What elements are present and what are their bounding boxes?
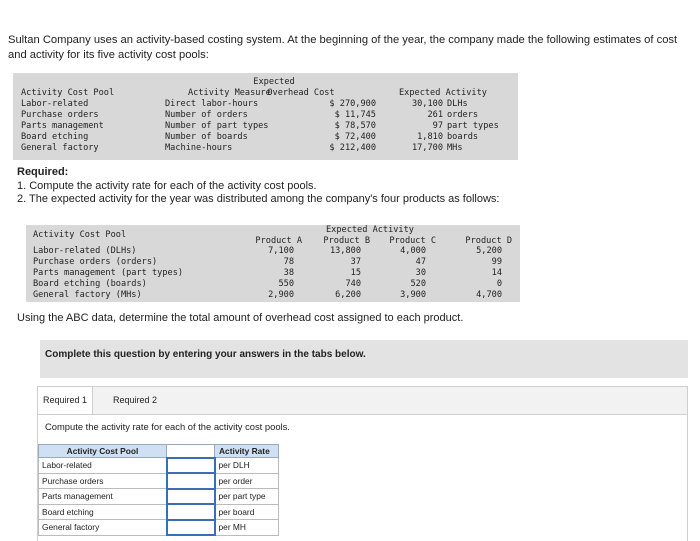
pool-name: Board etching (39, 504, 167, 520)
intro-text: Sultan Company uses an activity-based costing system. At the beginning of the year, the company made the following estimates of cost and activity for its five activity cost pools: (8, 34, 678, 61)
general-factory-rate-cell[interactable] (167, 520, 215, 536)
labor-related-rate-cell[interactable] (167, 458, 215, 474)
header-expected-activity: Expected Activity (399, 88, 487, 98)
product-d-value: 0 (496, 279, 502, 289)
header-product-a: Product A (255, 236, 302, 246)
header-rate-input (167, 445, 215, 458)
overhead-cost: $ 11,745 (334, 110, 376, 120)
tab-required-1[interactable]: Required 1 (38, 387, 93, 414)
pool-name: Board etching (21, 132, 89, 142)
header-product-b: Product B (323, 236, 370, 246)
product-a-value: 78 (283, 257, 294, 267)
pool-name: Purchase orders (39, 473, 167, 489)
product-c-value: 47 (415, 257, 426, 267)
product-c-value: 4,000 (400, 246, 426, 256)
header-product-d: Product D (465, 236, 512, 246)
pool-name: Parts management (21, 121, 104, 131)
parts-management-rate-cell[interactable] (167, 489, 215, 505)
compute-instruction: Compute the activity rate for each of the activity cost pools. (45, 421, 290, 432)
rate-unit: per part type (215, 489, 279, 505)
expected-qty: 261 (427, 110, 443, 120)
product-a-value: 2,900 (268, 290, 294, 300)
parts-management-rate-input[interactable] (171, 490, 211, 504)
overhead-cost: $ 212,400 (329, 143, 376, 153)
general-factory-rate-input[interactable] (171, 521, 211, 535)
header-activity-cost-pool: Activity Cost Pool (39, 445, 167, 458)
header-product-c: Product C (389, 236, 436, 246)
pool-name: General factory (39, 520, 167, 536)
product-b-value: 740 (345, 279, 361, 289)
header-activity-measure: Activity Measure (188, 88, 271, 98)
product-a-value: 38 (283, 268, 294, 278)
pool-name: Board etching (boards) (33, 279, 147, 289)
tab-required-2[interactable]: Required 2 (113, 395, 158, 405)
pool-name: Purchase orders (21, 110, 99, 120)
instructions-text: Complete this question by entering your answers in the tabs below. (45, 349, 366, 360)
product-d-value: 4,700 (476, 290, 502, 300)
board-etching-rate-cell[interactable] (167, 504, 215, 520)
activity-measure: Machine-hours (165, 143, 233, 153)
rate-unit: per order (215, 473, 279, 489)
product-d-value: 99 (491, 257, 502, 267)
product-a-value: 550 (278, 279, 294, 289)
expected-unit: boards (447, 132, 479, 142)
expected-unit: orders (447, 110, 479, 120)
required-section (17, 166, 499, 207)
overhead-cost: $ 78,570 (334, 121, 376, 131)
product-b-value: 6,200 (335, 290, 361, 300)
header-activity-cost-pool: Activity Cost Pool (33, 230, 127, 240)
product-b-value: 13,800 (329, 246, 361, 256)
product-b-value: 15 (350, 268, 361, 278)
pool-name: General factory (21, 143, 99, 153)
required-item-2: 2. The expected activity for the year was distributed among the company's four products as follows: (17, 193, 500, 205)
activity-measure: Number of part types (165, 121, 269, 131)
purchase-orders-rate-input[interactable] (171, 474, 211, 488)
header-activity-rate: Activity Rate (215, 445, 279, 458)
product-c-value: 3,900 (400, 290, 426, 300)
tab-bar (37, 386, 688, 415)
pool-name: General factory (MHs) (33, 290, 142, 300)
pool-name: Purchase orders (orders) (33, 257, 158, 267)
expected-qty: 1,810 (417, 132, 443, 142)
product-c-value: 30 (415, 268, 426, 278)
expected-qty: 30,100 (411, 99, 443, 109)
expected-unit: MHs (447, 143, 463, 153)
expected-unit: part types (447, 121, 499, 131)
product-c-value: 520 (410, 279, 426, 289)
expected-qty: 17,700 (411, 143, 443, 153)
labor-related-rate-input[interactable] (171, 459, 211, 473)
activity-measure: Number of boards (165, 132, 248, 142)
product-a-value: 7,100 (268, 246, 294, 256)
pool-name: Parts management (part types) (33, 268, 184, 278)
rate-unit: per board (215, 504, 279, 520)
pool-name: Parts management (39, 489, 167, 505)
header-overhead-cost: Overhead Cost (267, 88, 335, 98)
overhead-cost: $ 72,400 (334, 132, 376, 142)
header-expected: Expected (253, 77, 295, 87)
overhead-cost: $ 270,900 (329, 99, 376, 109)
required-title: Required: (17, 166, 69, 178)
required-item-1: 1. Compute the activity rate for each of the activity cost pools. (17, 179, 317, 192)
product-d-value: 5,200 (476, 246, 502, 256)
board-etching-rate-input[interactable] (171, 505, 211, 519)
activity-measure: Direct labor-hours (165, 99, 259, 109)
rate-unit: per MH (215, 520, 279, 536)
product-activity-table (26, 225, 520, 302)
product-b-value: 37 (350, 257, 361, 267)
activity-measure: Number of orders (165, 110, 248, 120)
activity-rate-table (38, 444, 279, 536)
header-expected-activity: Expected Activity (326, 225, 414, 235)
expected-unit: DLHs (447, 99, 468, 109)
instructions-panel (40, 340, 688, 378)
pool-name: Labor-related (DLHs) (33, 246, 137, 256)
product-d-value: 14 (491, 268, 502, 278)
rate-unit: per DLH (215, 458, 279, 474)
header-activity-cost-pool: Activity Cost Pool (21, 88, 115, 98)
using-abc-text: Using the ABC data, determine the total amount of overhead cost assigned to each product. (17, 312, 464, 324)
cost-pool-estimates-table (13, 73, 518, 160)
expected-qty: 97 (432, 121, 443, 131)
purchase-orders-rate-cell[interactable] (167, 473, 215, 489)
pool-name: Labor-related (39, 458, 167, 474)
pool-name: Labor-related (21, 99, 89, 109)
